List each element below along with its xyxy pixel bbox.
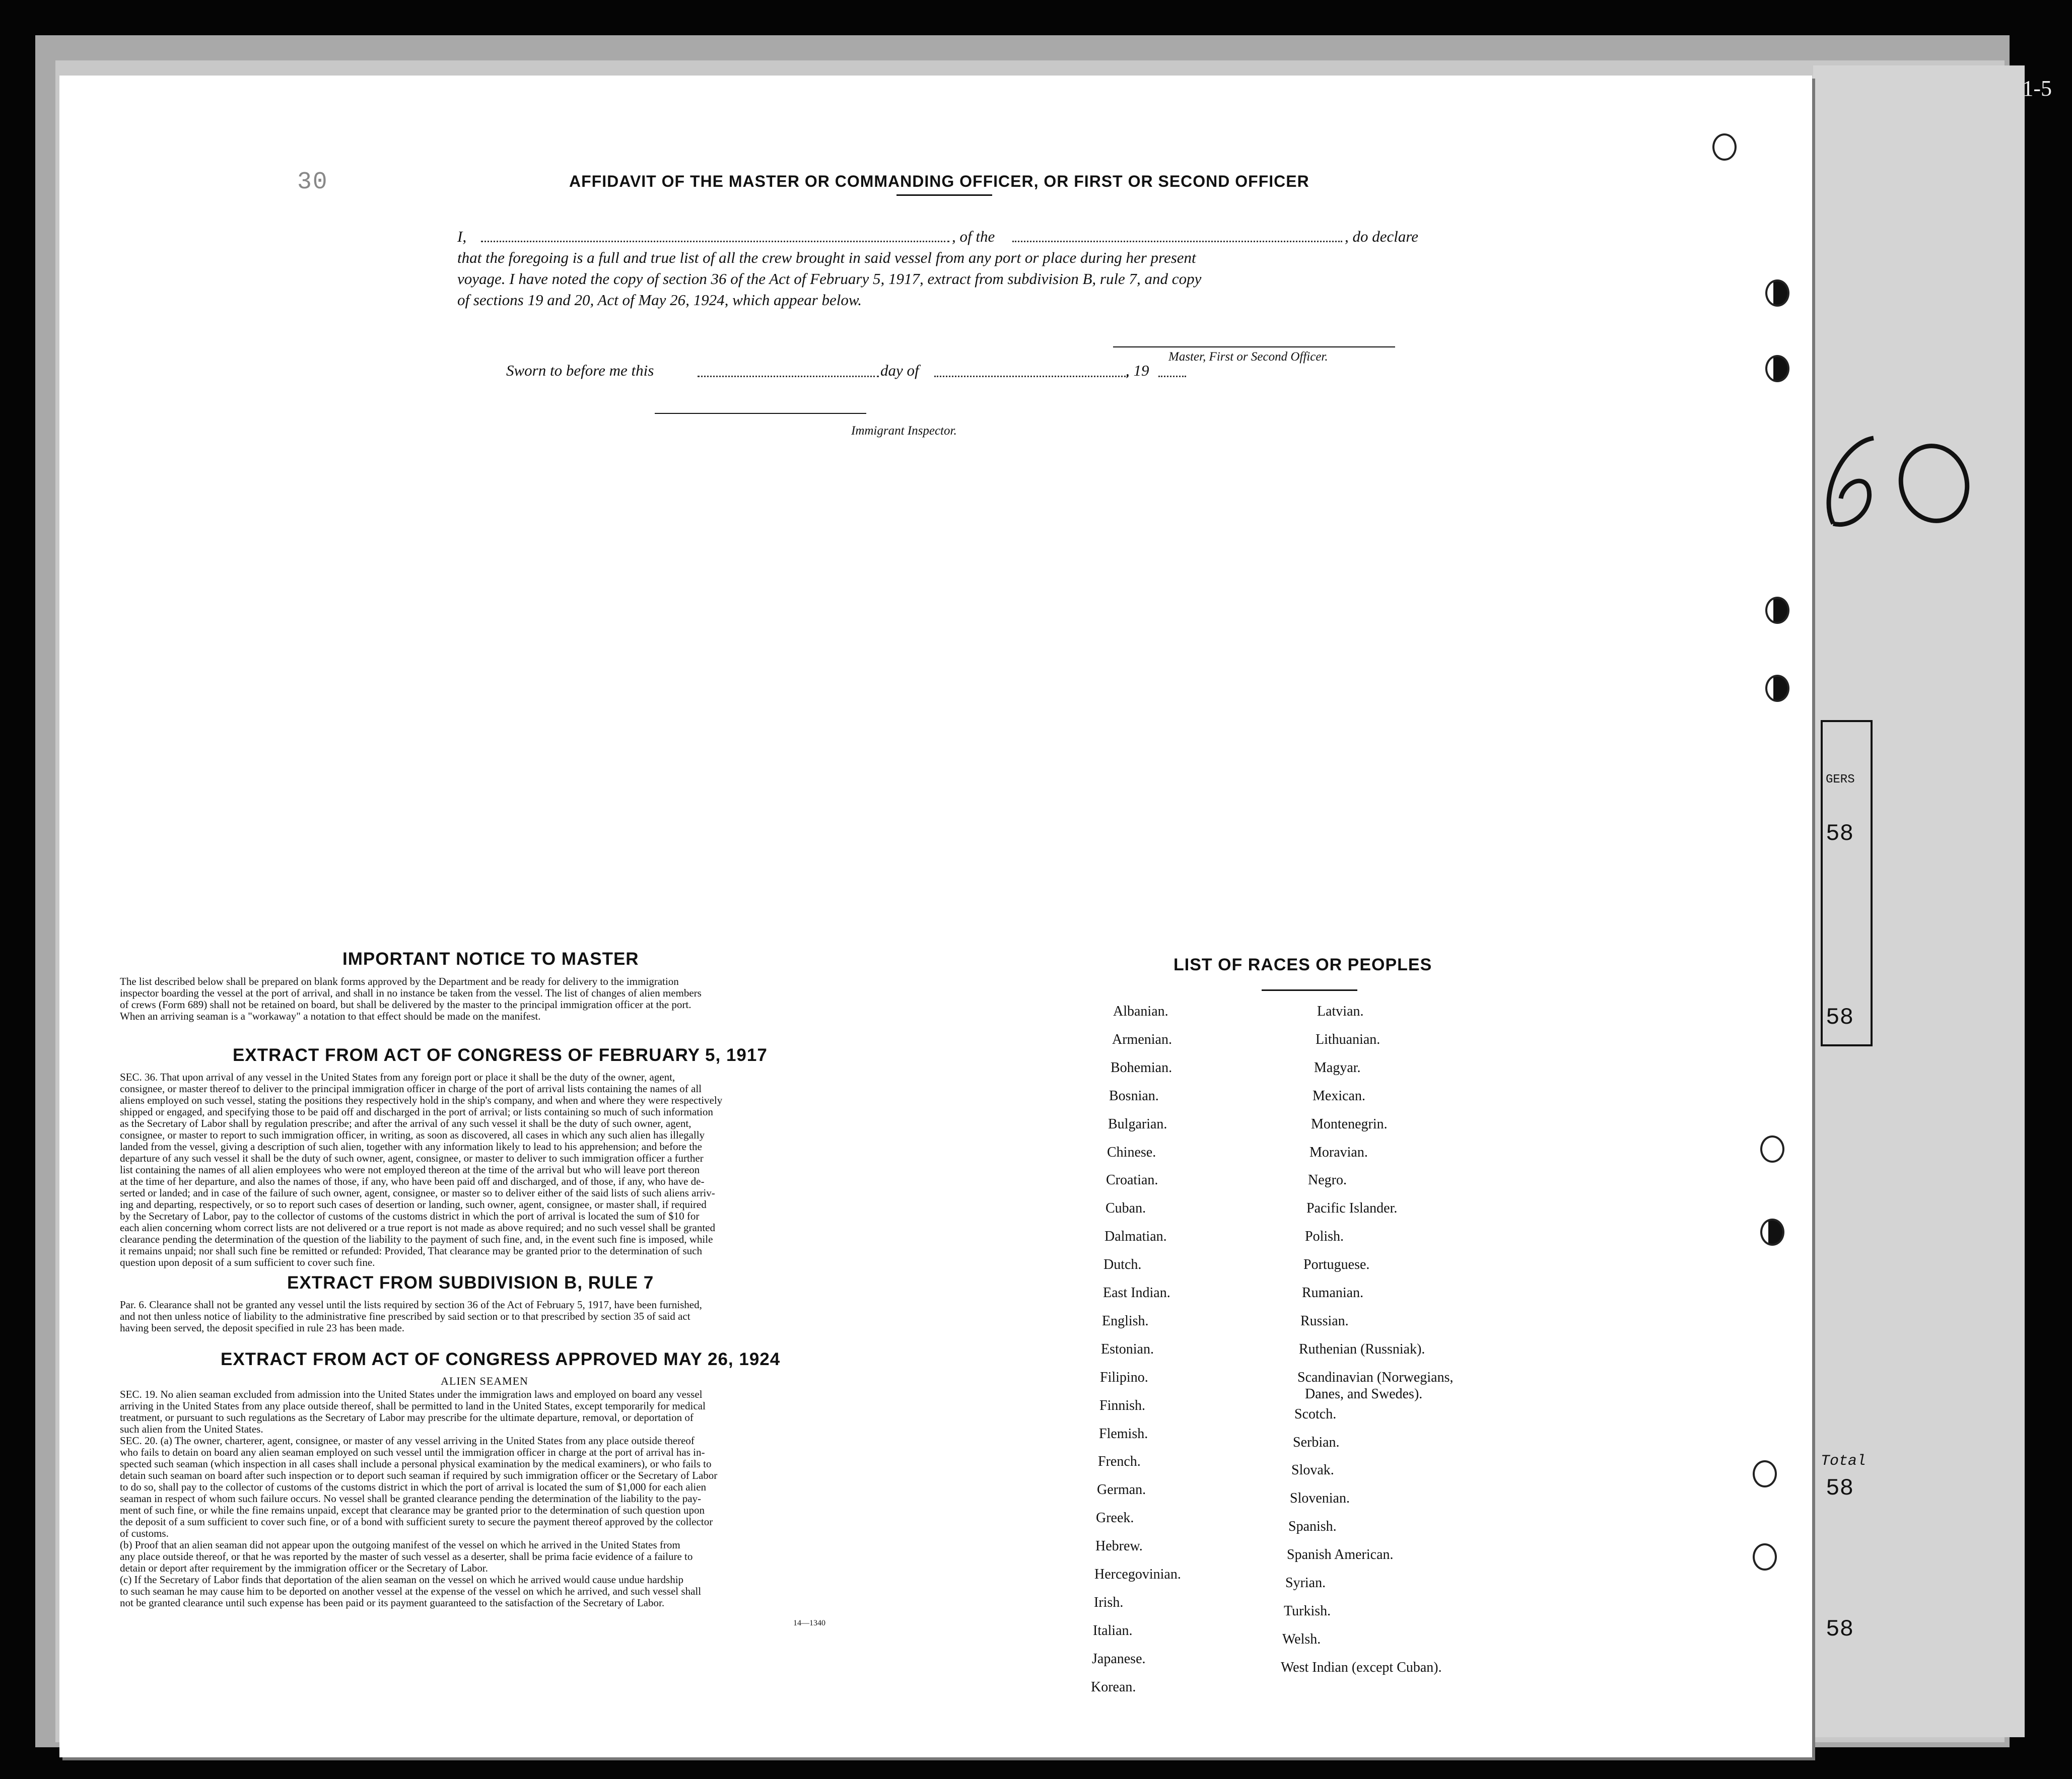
race-item: Russian.: [1300, 1313, 1349, 1329]
race-item: Filipino.: [1100, 1369, 1148, 1385]
race-item: Scotch.: [1294, 1406, 1337, 1422]
title-rule: [896, 194, 992, 196]
extract-1924-line: detain or deport after requirement by the immigration officer or the Secretary of Labor.: [120, 1562, 488, 1574]
extract-1917-title: EXTRACT FROM ACT OF CONGRESS OF FEBRUARY 5, 1917: [233, 1045, 768, 1065]
extract-1924-line: treatment, or pursuant to such regulations as the Secretary of Labor may prescribe for the ultimate departure, removal, or deportation of: [120, 1411, 694, 1424]
race-item: East Indian.: [1103, 1285, 1170, 1301]
extract-1924-title: EXTRACT FROM ACT OF CONGRESS APPROVED MAY 26, 1924: [221, 1349, 781, 1369]
extract-1924-line: detain such seaman on board after such inspection or to deport such seaman if required by such immigration officer or the Secretary of Labor: [120, 1469, 718, 1481]
race-item: Montenegrin.: [1311, 1116, 1388, 1132]
race-item: Albanian.: [1113, 1004, 1168, 1019]
race-item: Bulgarian.: [1108, 1116, 1167, 1132]
extract-1924-line: any place outside thereof, or that he was reported by the master of such vessel as a deserter, shall be prima facie evidence of a failure to: [120, 1550, 693, 1562]
extract-1924-line: to such seaman he may cause him to be deported on another vessel at the expense of the vessel on which he arrived, and such vessel shall: [120, 1585, 702, 1597]
race-item: Scandinavian (Norwegians,: [1297, 1369, 1454, 1385]
strip-value: 58: [1826, 821, 1854, 847]
extract-1917-line: list containing the names of all alien employees who were not employed thereon at the time of the arrival but who will leave port thereon: [120, 1164, 700, 1176]
strip-value: 58: [1826, 1005, 1854, 1031]
affidavit-line: voyage. I have noted the copy of section 36 of the Act of February 5, 1917, extract from subdivision B, rule 7, and copy: [457, 270, 1202, 288]
races-title: LIST OF RACES OR PEOPLES: [1173, 955, 1432, 974]
punch-hole: [1753, 1460, 1777, 1487]
race-item: German.: [1097, 1482, 1146, 1498]
race-item: Negro.: [1308, 1172, 1347, 1188]
race-item: Lithuanian.: [1316, 1031, 1380, 1047]
inspector-signature-line: [655, 413, 866, 414]
strip-header: GERS: [1826, 773, 1855, 787]
extract-1917-line: SEC. 36. That upon arrival of any vessel in the United States from any foreign port or place it shall be the duty of the owner, agent,: [120, 1071, 675, 1083]
extract-1917-line: serted or landed; and in case of the failure of such owner, agent, consignee, or master so to deliver either of the said lists of such aliens arriv-: [120, 1187, 715, 1199]
race-item: Welsh.: [1282, 1631, 1321, 1647]
race-item: Croatian.: [1106, 1172, 1158, 1188]
race-item: Serbian.: [1293, 1434, 1340, 1450]
extract-1917-line: aliens employed on such vessel, stating the positions they respectively hold in the ship's company, and when and where they were respectively: [120, 1094, 723, 1106]
race-item: Flemish.: [1099, 1426, 1148, 1442]
strip-value: 58: [1826, 1616, 1854, 1643]
extract-1924-line: who fails to detain on board any alien seaman employed on such vessel until the immigration officer in charge at the port of arrival has in-: [120, 1446, 705, 1458]
race-item: Rumanian.: [1302, 1285, 1364, 1301]
corner-mark: 1-5: [2022, 76, 2052, 101]
strip-box: [1821, 720, 1873, 1046]
race-item: Cuban.: [1106, 1200, 1146, 1217]
extract-1924-line: SEC. 19. No alien seaman excluded from admission into the United States under the immigration laws and employed on board any vessel: [120, 1388, 703, 1400]
race-item: Slovak.: [1291, 1462, 1334, 1478]
signature-line: [1113, 346, 1395, 347]
punch-hole: [1760, 1135, 1784, 1163]
race-item: Irish.: [1094, 1594, 1124, 1610]
race-item: West Indian (except Cuban).: [1281, 1659, 1442, 1675]
strip-value: 58: [1826, 1475, 1854, 1502]
vessel-blank: [1012, 241, 1342, 242]
extract-1924-line: seaman in respect of whom such failure occurs. No vessel shall be granted clearance pending the determination of the liability to the pay-: [120, 1492, 702, 1505]
extract-1924-line: arriving in the United States from any place outside thereof, shall be permitted to land in the United States, except temporarily for medical: [120, 1400, 706, 1412]
year-blank: [1158, 376, 1186, 377]
races-title-rule: [1262, 989, 1357, 991]
notice-line: When an arriving seaman is a "workaway" a notation to that effect should be made on the manifest.: [120, 1010, 541, 1022]
day-of-label: day of: [880, 362, 919, 379]
race-item: Bosnian.: [1109, 1088, 1159, 1104]
race-item: Moravian.: [1309, 1144, 1368, 1160]
page-mark: 30: [297, 169, 328, 196]
race-item: Syrian.: [1285, 1575, 1326, 1591]
race-item: Hebrew.: [1095, 1538, 1143, 1554]
race-item: Hercegovinian.: [1094, 1567, 1181, 1582]
extract-1917-line: clearance pending the determination of the question of the liability to the payment of such fine, and, in the event such fine is imposed, while: [120, 1233, 713, 1245]
extract-1924-line: (c) If the Secretary of Labor finds that deportation of the alien seaman on the vessel on which he arrived would cause undue hardship: [120, 1574, 684, 1586]
race-item: Japanese.: [1092, 1651, 1146, 1667]
extract-1917-line: by the Secretary of Labor, pay to the collector of customs of the customs district in which the port of arrival is located the sum of $10 for: [120, 1210, 700, 1222]
extract-1924-line: the deposit of a sum sufficient to cover such fine, or of a bond with sufficient surety to secure the payment thereof approved by the collector: [120, 1516, 713, 1528]
race-item: Estonian.: [1101, 1341, 1154, 1357]
extract-1924-line: to do so, shall pay to the collector of customs of the customs district in which the port of arrival is located the sum of $1,000 for each alien: [120, 1481, 707, 1493]
day-blank: [698, 376, 879, 377]
total-label: Total: [1821, 1453, 1867, 1470]
extract-1917-line: consignee, or master thereof to deliver to the principal immigration officer in charge of the port of arrival lists containing the names of all: [120, 1083, 702, 1095]
race-item: Dutch.: [1103, 1257, 1142, 1273]
race-item: Turkish.: [1284, 1603, 1331, 1619]
extract-rule7-line: having been served, the deposit specified in rule 23 has been made.: [120, 1322, 405, 1334]
extract-1924-line: ment of such fine, or while the fine remains unpaid, except that clearance may be granted prior to the determination of such question upon: [120, 1504, 705, 1516]
extract-1917-line: at the time of her departure, and also the names of those, if any, who have been paid off and discharged, and of those, if any, who have de-: [120, 1175, 705, 1187]
extract-1917-line: it remains unpaid; nor shall such fine be remitted or refunded: Provided, That clearance may be granted prior to the determination of such: [120, 1245, 702, 1257]
year-label: , 19: [1126, 362, 1149, 379]
handwritten-number: [1813, 423, 1974, 539]
punch-hole: [1712, 133, 1737, 161]
race-item: Dalmatian.: [1104, 1229, 1167, 1245]
notice-line: The list described below shall be prepared on blank forms approved by the Department and be ready for delivery to the immigration: [120, 975, 679, 987]
sworn-label: Sworn to before me this: [506, 362, 654, 379]
extract-1924-line: spected such seaman (which inspection in all cases shall include a personal physical examination by the medical examiners), or who fails to: [120, 1458, 712, 1470]
punch-hole: [1765, 355, 1789, 382]
affidavit-declare: , do declare: [1345, 228, 1419, 245]
race-item: Italian.: [1093, 1622, 1133, 1639]
extract-1924-line: not be granted clearance until such expense has been paid or its payment guaranteed to the satisfaction of the Secretary of Labor.: [120, 1597, 665, 1609]
affidavit-line: that the foregoing is a full and true list of all the crew brought in said vessel from any port or place during her present: [457, 249, 1196, 266]
extract-1917-line: shipped or engaged, and specifying those to be paid off and discharged in the port of arrival; or lists containing so much of such information: [120, 1106, 713, 1118]
extract-1917-line: landed from the vessel, giving a description of such alien, together with any information likely to lead to his apprehension; and before the: [120, 1141, 702, 1153]
extract-1924-line: SEC. 20. (a) The owner, charterer, agent, consignee, or master of any vessel arriving in the United States from any place outside thereof: [120, 1435, 695, 1447]
punch-hole: [1765, 597, 1789, 624]
extract-rule7-title: EXTRACT FROM SUBDIVISION B, RULE 7: [287, 1273, 654, 1293]
punch-hole: [1760, 1219, 1784, 1246]
form-number: 14—1340: [793, 1619, 825, 1627]
race-item: Spanish American.: [1287, 1547, 1394, 1563]
extract-1924-line: of customs.: [120, 1527, 169, 1539]
race-item: Finnish.: [1099, 1397, 1146, 1413]
extract-1924-line: (b) Proof that an alien seaman did not appear upon the outgoing manifest of the vessel on which he arrived in the United States from: [120, 1539, 680, 1551]
race-item: English.: [1102, 1313, 1149, 1329]
notice-line: inspector boarding the vessel at the port of arrival, and shall in no instance be taken from the vessel. The list of changes of alien members: [120, 987, 702, 999]
race-item: Magyar.: [1314, 1059, 1361, 1076]
punch-hole: [1753, 1543, 1777, 1571]
race-item: Latvian.: [1317, 1004, 1364, 1019]
notice-line: of crews (Form 689) shall not be retained on board, but shall be delivered by the master to the principal immigration officer at the port.: [120, 999, 692, 1011]
extract-1917-line: as the Secretary of Labor shall by regulation prescribe; and after the arrival of any such vessel it shall be the duty of such owner, agent,: [120, 1117, 692, 1129]
extract-1917-line: consignee, or master to report to such immigration officer, in writing, as soon as discovered, all cases in which any such alien has illegally: [120, 1129, 705, 1141]
extract-1917-line: each alien concerning whom correct lists are not delivered or a true report is not made as above required; and no such vessel shall be granted: [120, 1222, 715, 1234]
inspector-signature-label: Immigrant Inspector.: [851, 424, 957, 438]
race-item: Pacific Islander.: [1306, 1200, 1398, 1217]
extract-1917-line: ing and departing, respectively, or so to report such cases of desertion or landing, such owner, agent, consignee, or master shall, if required: [120, 1198, 707, 1211]
race-item: Slovenian.: [1290, 1490, 1350, 1507]
extract-rule7-line: Par. 6. Clearance shall not be granted any vessel until the lists required by section 36 of the Act of February 5, 1917, have been furnished,: [120, 1299, 702, 1311]
race-item: Danes, and Swedes).: [1305, 1386, 1423, 1402]
race-item: French.: [1098, 1454, 1141, 1470]
race-item: Korean.: [1091, 1679, 1136, 1695]
race-item: Bohemian.: [1111, 1059, 1172, 1076]
extract-rule7-line: and not then unless notice of liability to the administrative fine prescribed by said section or to that prescribed by section 35 of said act: [120, 1310, 690, 1322]
race-item: Spanish.: [1288, 1519, 1337, 1535]
notice-title: IMPORTANT NOTICE TO MASTER: [342, 949, 639, 969]
affidavit-line: of sections 19 and 20, Act of May 26, 1924, which appear below.: [457, 291, 862, 309]
month-blank: [934, 376, 1128, 377]
race-item: Chinese.: [1107, 1144, 1156, 1160]
affidavit-title: AFFIDAVIT OF THE MASTER OR COMMANDING OFFICER, OR FIRST OR SECOND OFFICER: [569, 172, 1309, 190]
name-blank: [481, 241, 949, 242]
race-item: Mexican.: [1313, 1088, 1365, 1104]
extract-1917-line: question upon deposit of a sum sufficient to cover such fine.: [120, 1256, 375, 1268]
race-item: Armenian.: [1112, 1031, 1172, 1047]
extract-1924-line: such alien from the United States.: [120, 1423, 263, 1435]
race-item: Greek.: [1096, 1510, 1134, 1526]
extract-1924-subtitle: ALIEN SEAMEN: [441, 1375, 528, 1387]
affidavit-of-the: , of the: [952, 228, 995, 245]
extract-1917-line: departure of any such vessel it shall be the duty of such owner, agent, consignee, or master to deliver to such immigration officer a further: [120, 1152, 704, 1164]
race-item: Ruthenian (Russniak).: [1299, 1341, 1425, 1357]
race-item: Portuguese.: [1303, 1257, 1370, 1273]
punch-hole: [1765, 279, 1789, 307]
race-item: Polish.: [1305, 1229, 1344, 1245]
master-signature-label: Master, First or Second Officer.: [1168, 350, 1328, 364]
affidavit-i: I,: [457, 228, 467, 245]
punch-hole: [1765, 675, 1789, 702]
